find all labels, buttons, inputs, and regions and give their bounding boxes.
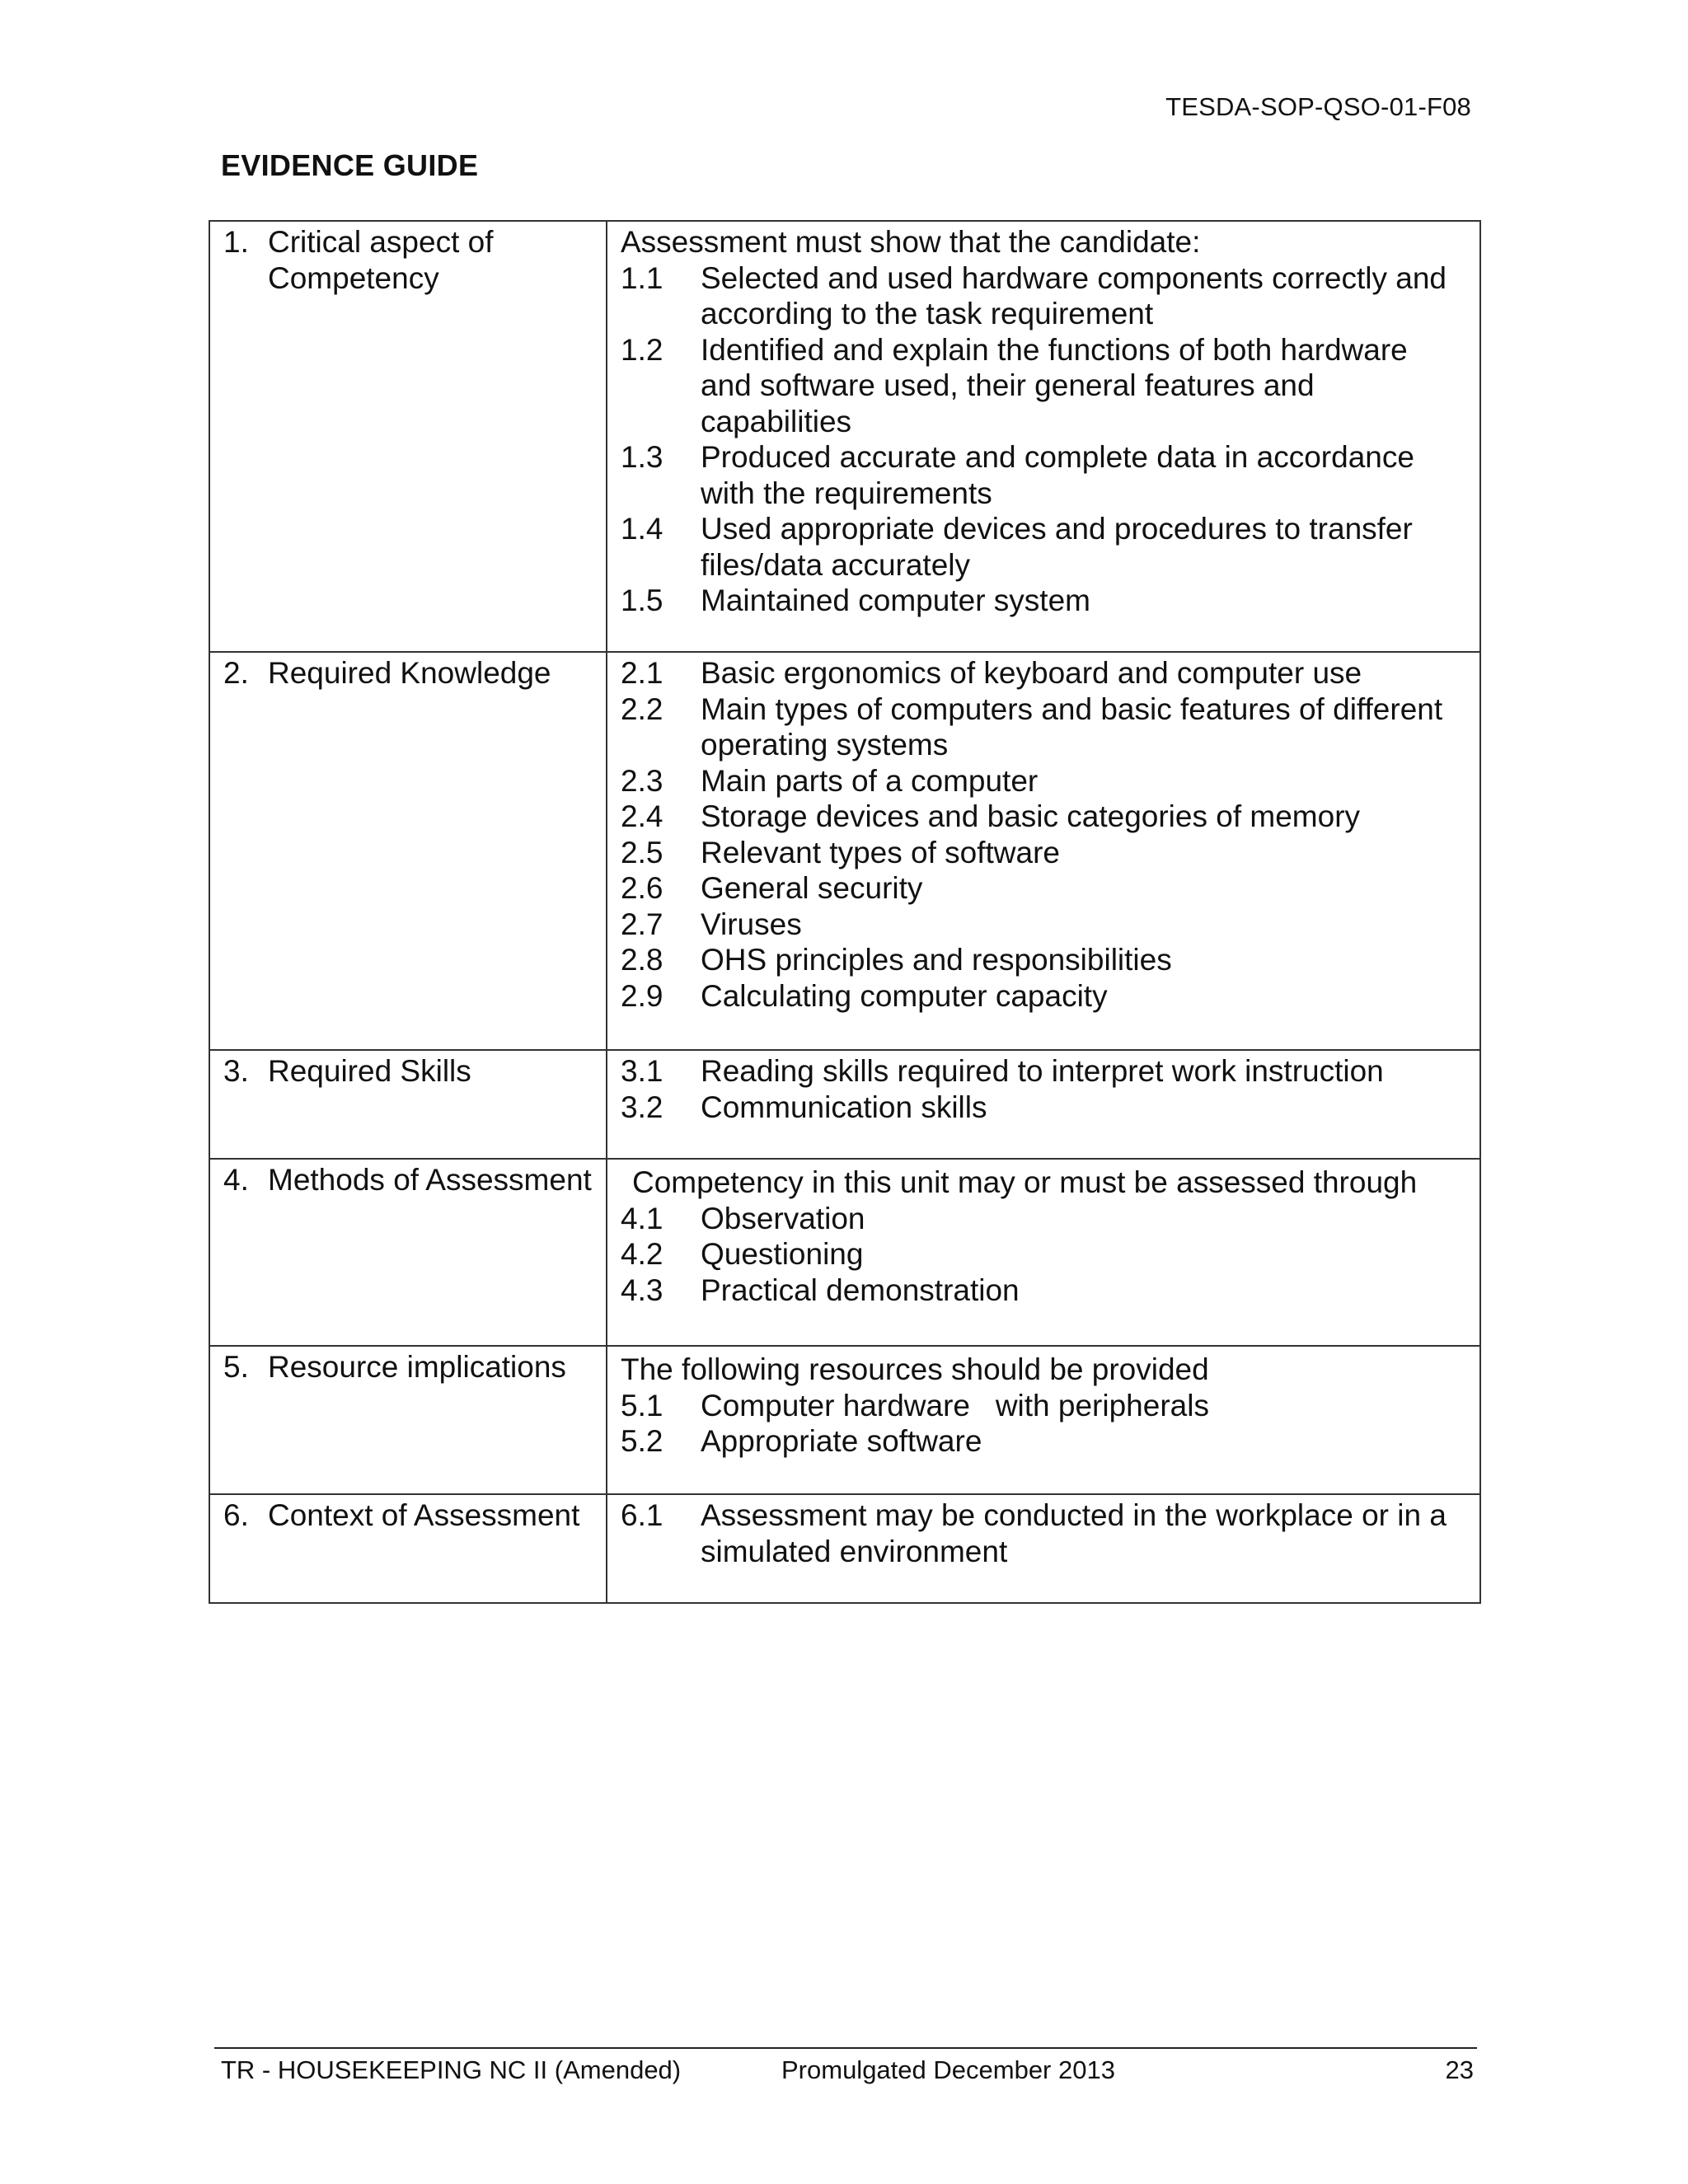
section-label: Required Knowledge	[268, 656, 551, 690]
item-number: 1.2	[621, 332, 663, 367]
list-item	[621, 799, 1463, 835]
section-number: 4.	[223, 1163, 249, 1197]
item-number: 1.1	[621, 260, 663, 295]
item-number: 5.1	[621, 1388, 663, 1422]
section-content-cell	[607, 1494, 1480, 1603]
item-text: Computer hardware with peripherals	[701, 1388, 1209, 1422]
list-item	[621, 1272, 1463, 1309]
item-text: Assessment may be conducted in the workplace or in a simulated environment	[701, 1498, 1447, 1568]
list-item	[621, 907, 1463, 943]
item-number: 4.2	[621, 1237, 663, 1271]
section-intro: The following resources should be provided	[621, 1352, 1209, 1386]
item-number: 2.9	[621, 978, 663, 1013]
table-row	[209, 652, 1480, 1050]
item-text: Selected and used hardware components correctly and according to the task requirement	[701, 260, 1447, 330]
section-label: Critical aspect of Competency	[268, 225, 494, 295]
item-number: 2.8	[621, 943, 663, 977]
evidence-guide-table	[209, 220, 1481, 1604]
section-label-cell	[209, 1494, 607, 1603]
item-number: 3.2	[621, 1090, 663, 1124]
list-item	[621, 583, 1463, 619]
section-label: Resource implications	[268, 1350, 566, 1384]
section-label-cell	[209, 1346, 607, 1494]
item-number: 6.1	[621, 1498, 663, 1532]
footer-promulgation-date: Promulgated December 2013	[781, 2055, 1115, 2084]
list-item	[621, 1497, 1463, 1569]
list-item	[621, 870, 1463, 907]
document-code: TESDA-SOP-QSO-01-F08	[1165, 92, 1471, 121]
page-title: EVIDENCE GUIDE	[221, 148, 479, 182]
list-item	[621, 978, 1463, 1015]
item-text: Main types of computers and basic features of different operating systems	[701, 691, 1443, 762]
section-content-cell	[607, 1050, 1480, 1159]
item-number: 2.2	[621, 691, 663, 726]
item-number: 2.1	[621, 656, 663, 690]
section-label: Context of Assessment	[268, 1498, 580, 1532]
section-content-cell	[607, 1159, 1480, 1346]
footer-document-title: TR - HOUSEKEEPING NC II (Amended)	[221, 2055, 682, 2084]
table-row	[209, 1494, 1480, 1603]
list-item	[621, 260, 1463, 332]
section-content-cell	[607, 221, 1480, 652]
item-text: Questioning	[701, 1237, 864, 1271]
item-text: OHS principles and responsibilities	[701, 943, 1172, 977]
item-text: Maintained computer system	[701, 583, 1090, 617]
item-text: Storage devices and basic categories of memory	[701, 799, 1361, 833]
item-number: 3.1	[621, 1054, 663, 1088]
list-item	[621, 1236, 1463, 1272]
list-item	[621, 655, 1463, 691]
list-item	[621, 1053, 1463, 1090]
section-label-cell	[209, 1159, 607, 1346]
item-number: 1.5	[621, 583, 663, 617]
section-label-cell	[209, 652, 607, 1050]
item-text: Calculating computer capacity	[701, 978, 1108, 1013]
list-item	[621, 691, 1463, 763]
item-number: 2.3	[621, 763, 663, 798]
item-number: 2.6	[621, 871, 663, 905]
list-item	[621, 511, 1463, 583]
list-item	[621, 835, 1463, 871]
item-text: Relevant types of software	[701, 835, 1060, 869]
section-intro: Competency in this unit may or must be assessed through	[632, 1165, 1418, 1199]
section-content-cell	[607, 652, 1480, 1050]
footer-divider	[214, 2047, 1477, 2049]
item-number: 1.3	[621, 440, 663, 474]
section-number: 2.	[223, 656, 249, 690]
item-number: 5.2	[621, 1424, 663, 1458]
section-label-cell	[209, 1050, 607, 1159]
list-item	[621, 1388, 1463, 1424]
item-text: Identified and explain the functions of both hardware and software used, their general features and capabilities	[701, 332, 1408, 438]
item-text: Communication skills	[701, 1090, 987, 1124]
section-label: Required Skills	[268, 1054, 471, 1088]
item-text: Observation	[701, 1201, 865, 1235]
section-label-cell	[209, 221, 607, 652]
item-number: 2.5	[621, 835, 663, 869]
list-item	[621, 332, 1463, 440]
item-text: Reading skills required to interpret work instruction	[701, 1054, 1384, 1088]
list-item	[621, 1423, 1463, 1460]
section-number: 1.	[223, 225, 249, 259]
section-number: 5.	[223, 1350, 249, 1384]
section-content-cell	[607, 1346, 1480, 1494]
item-text: Practical demonstration	[701, 1272, 1020, 1307]
section-number: 3.	[223, 1054, 249, 1088]
item-number: 4.3	[621, 1272, 663, 1307]
page-number: 23	[1445, 2055, 1474, 2084]
item-text: Appropriate software	[701, 1424, 982, 1458]
list-item	[621, 942, 1463, 978]
list-item	[621, 1090, 1463, 1126]
item-number: 2.4	[621, 799, 663, 833]
list-item	[621, 763, 1463, 799]
section-number: 6.	[223, 1498, 249, 1532]
item-text: Main parts of a computer	[701, 763, 1039, 798]
item-text: General security	[701, 871, 923, 905]
section-label: Methods of Assessment	[268, 1163, 592, 1197]
list-item	[621, 439, 1463, 511]
item-text: Basic ergonomics of keyboard and computer use	[701, 656, 1362, 690]
table-row	[209, 221, 1480, 652]
section-intro: Assessment must show that the candidate:	[621, 225, 1201, 259]
table-row	[209, 1050, 1480, 1159]
item-number: 1.4	[621, 512, 663, 546]
item-number: 4.1	[621, 1201, 663, 1235]
item-number: 2.7	[621, 907, 663, 941]
item-text: Used appropriate devices and procedures to transfer files/data accurately	[701, 512, 1413, 582]
table-row	[209, 1159, 1480, 1346]
table-row	[209, 1346, 1480, 1494]
item-text: Viruses	[701, 907, 802, 941]
list-item	[621, 1201, 1463, 1237]
item-text: Produced accurate and complete data in accordance with the requirements	[701, 440, 1414, 510]
